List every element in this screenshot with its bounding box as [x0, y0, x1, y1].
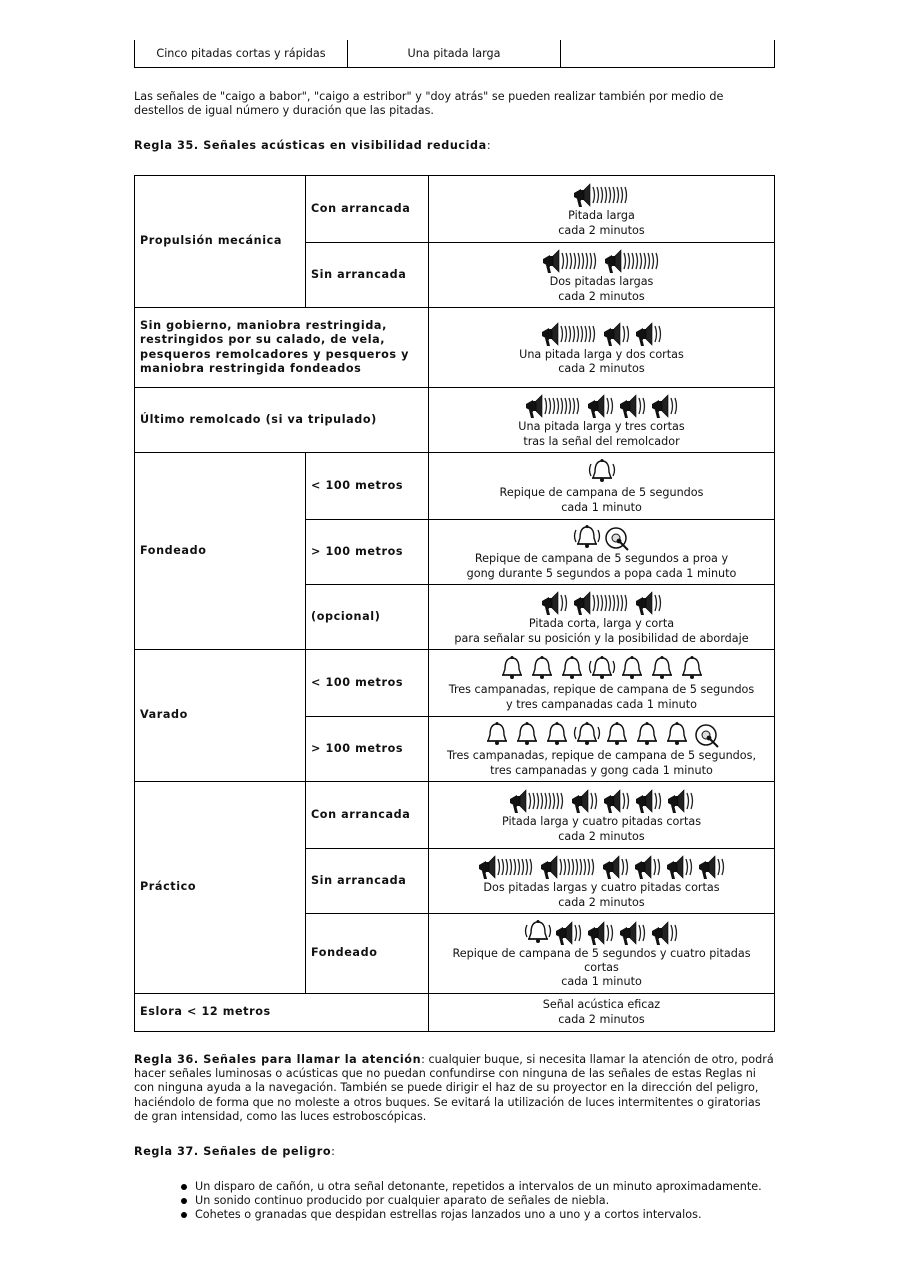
category-label: Propulsión mecánica [135, 176, 306, 308]
condition-label: < 100 metros [306, 650, 429, 717]
signal-description: cada 1 minuto [561, 500, 642, 514]
bell-icon [663, 721, 691, 749]
whistle-short-icon [586, 919, 616, 947]
signal-cell [429, 453, 775, 520]
signal-cell [429, 388, 775, 453]
category-label: Sin gobierno, maniobra restringida, restringidos por su calado, de vela, pesqueros remolcadores y pesqueros y maniobra restringida fondeados [135, 308, 429, 388]
bell-icon [678, 655, 706, 683]
whistle-short-icon [618, 919, 648, 947]
bell-icon [528, 655, 556, 683]
gong-icon [693, 721, 721, 749]
signal-cell [429, 849, 775, 914]
signal-icons [431, 853, 772, 881]
signal-cell [429, 914, 775, 994]
rule35-title: Regla 35. Señales acústicas en visibilidad reducida [134, 139, 487, 152]
signal-description: gong durante 5 segundos a popa cada 1 minuto [466, 566, 737, 580]
condition-label: Sin arrancada [306, 849, 429, 914]
signal-description: cada 2 minutos [558, 895, 645, 909]
table-cell [561, 40, 775, 68]
bell-icon [603, 721, 631, 749]
bell-icon [633, 721, 661, 749]
signal-description: Repique de campana de 5 segundos [499, 486, 704, 500]
bell-icon [558, 655, 586, 683]
signal-icons [431, 458, 772, 486]
bullet-icon [181, 1212, 187, 1218]
table-row [135, 453, 775, 520]
signal-icons [431, 524, 772, 552]
signal-description: tras la señal del remolcador [523, 434, 680, 448]
bell-icon [513, 721, 541, 749]
rule36-title: Regla 36. Señales para llamar la atención [134, 1053, 422, 1066]
table-row [135, 650, 775, 717]
signal-description: y tres campanadas cada 1 minuto [506, 697, 697, 711]
whistle-short-icon [570, 787, 600, 815]
whistle-long-icon [539, 853, 599, 881]
condition-label: > 100 metros [306, 520, 429, 585]
condition-label: Con arrancada [306, 176, 429, 243]
signal-icons [431, 392, 772, 420]
signal-description: cada 2 minutos [558, 223, 645, 237]
bell-icon [483, 721, 511, 749]
signal-description: cada 2 minutos [558, 289, 645, 303]
whistle-short-icon [665, 853, 695, 881]
table-cell: Cinco pitadas cortas y rápidas [135, 40, 348, 68]
bullet-icon [181, 1184, 187, 1190]
list-item [179, 1180, 779, 1194]
signal-description: Una pitada larga y dos cortas [519, 347, 684, 361]
signal-cell [429, 308, 775, 388]
signal-cell [429, 176, 775, 243]
category-label: Fondeado [135, 453, 306, 650]
list-item-text: Un sonido continuo producido por cualquier aparato de señales de niebla. [195, 1194, 610, 1208]
table-row [135, 176, 775, 243]
whistle-long-icon [603, 247, 663, 275]
signal-description: tres campanadas y gong cada 1 minuto [490, 763, 713, 777]
bell-ring-icon [588, 458, 616, 486]
category-label: Último remolcado (si va tripulado) [135, 388, 429, 453]
intro-paragraph: Las señales de "caigo a babor", "caigo a estribor" y "doy atrás" se pueden realizar también por medio de destellos de igual número y duración que las pitadas. [134, 90, 724, 118]
bell-icon [498, 655, 526, 683]
whistle-long-icon [572, 589, 632, 617]
whistle-short-icon [634, 320, 664, 348]
whistle-long-icon [541, 247, 601, 275]
gong-icon [603, 524, 631, 552]
signal-description: Pitada corta, larga y corta [528, 617, 675, 631]
signal-description: Tres campanadas, repique de campana de 5 segundos [448, 683, 755, 697]
category-label: Varado [135, 650, 306, 782]
signal-description: Pitada larga [568, 209, 635, 223]
condition-label: (opcional) [306, 585, 429, 650]
signal-description: Una pitada larga y tres cortas [518, 420, 685, 434]
condition-label: Sin arrancada [306, 243, 429, 308]
bell-ring-icon [524, 919, 552, 947]
signal-description: Repique de campana de 5 segundos a proa y [474, 552, 729, 566]
whistle-short-icon [601, 853, 631, 881]
signal-icons [431, 721, 772, 749]
rule37-heading [134, 1145, 775, 1159]
signal-icons [431, 589, 772, 617]
sound-signals-table [134, 175, 775, 1032]
bell-ring-icon [573, 721, 601, 749]
continued-signals-table [134, 40, 775, 68]
signal-description: cortas [584, 960, 619, 974]
whistle-short-icon [540, 589, 570, 617]
signal-icons [431, 181, 772, 209]
signal-description: Repique de campana de 5 segundos y cuatro pitadas [452, 946, 751, 960]
condition-label: Fondeado [306, 914, 429, 994]
list-item-text: Cohetes o granadas que despidan estrellas rojas lanzados uno a uno y a cortos intervalos. [195, 1208, 702, 1222]
list-item-text: Un disparo de cañón, u otra señal detonante, repetidos a intervalos de un minuto aproximadamente. [195, 1180, 762, 1193]
bullet-icon [181, 1198, 187, 1204]
bell-icon [648, 655, 676, 683]
whistle-long-icon [524, 392, 584, 420]
signal-description: Tres campanadas, repique de campana de 5 segundos, [446, 749, 757, 763]
bell-icon [543, 721, 571, 749]
whistle-long-icon [508, 787, 568, 815]
whistle-long-icon [572, 181, 632, 209]
signal-description: cada 2 minutos [558, 829, 645, 843]
signal-cell [429, 243, 775, 308]
signal-icons [431, 320, 772, 348]
rule36-paragraph [134, 1053, 775, 1124]
table-row [135, 388, 775, 453]
whistle-short-icon [666, 787, 696, 815]
danger-signals-list [179, 1180, 779, 1223]
category-label: Eslora < 12 metros [135, 994, 429, 1032]
whistle-short-icon [554, 919, 584, 947]
signal-description: Pitada larga y cuatro pitadas cortas [501, 815, 702, 829]
list-item [179, 1208, 779, 1222]
bell-ring-icon [573, 524, 601, 552]
whistle-long-icon [540, 320, 600, 348]
whistle-short-icon [697, 853, 727, 881]
whistle-long-icon [477, 853, 537, 881]
whistle-short-icon [633, 853, 663, 881]
table-row [135, 994, 775, 1032]
signal-cell [429, 585, 775, 650]
whistle-short-icon [650, 919, 680, 947]
condition-label: > 100 metros [306, 717, 429, 782]
bell-ring-icon [588, 655, 616, 683]
list-item [179, 1194, 779, 1208]
bell-icon [618, 655, 646, 683]
signal-description: para señalar su posición y la posibilidad de abordaje [454, 631, 749, 645]
signal-description: cada 2 minutos [558, 362, 645, 375]
signal-cell [429, 650, 775, 717]
signal-description: Dos pitadas largas [549, 275, 654, 289]
category-label: Práctico [135, 782, 306, 994]
rule37-title: Regla 37. Señales de peligro [134, 1145, 332, 1158]
signal-icons [431, 655, 772, 683]
rule35-suffix: : [486, 139, 491, 152]
signal-description: cada 2 minutos [558, 1012, 645, 1026]
signal-cell [429, 520, 775, 585]
signal-icons [431, 787, 772, 815]
rule35-heading [134, 139, 775, 153]
signal-icons [431, 247, 772, 275]
signal-cell [429, 994, 775, 1032]
whistle-short-icon [602, 787, 632, 815]
rule37-suffix: : [331, 1145, 335, 1158]
table-cell: Una pitada larga [348, 40, 561, 68]
whistle-short-icon [634, 787, 664, 815]
rule36-text: : cualquier buque, si necesita llamar la atención de otro, podrá hacer señales luminosas o acústicas que no puedan confundirse con ninguna de las señales de estas Reglas ni con ninguna ayuda a la navegación. También se puede dirigir el haz de su proyector en la dirección del peligro, haciéndolo de forma que no moleste a otros buques. Se evitará la utilización de luces intermitentes o giratorias de gran intensidad, como las luces estroboscópicas. [134, 1053, 774, 1123]
whistle-short-icon [586, 392, 616, 420]
signal-icons [431, 919, 772, 947]
whistle-short-icon [650, 392, 680, 420]
table-row [135, 782, 775, 849]
signal-description: cada 1 minuto [561, 975, 642, 989]
signal-description: Señal acústica eficaz [542, 998, 661, 1012]
table-row [135, 40, 775, 68]
whistle-short-icon [602, 320, 632, 348]
signal-cell [429, 782, 775, 849]
table-row [135, 308, 775, 388]
signal-cell [429, 717, 775, 782]
whistle-short-icon [634, 589, 664, 617]
whistle-short-icon [618, 392, 648, 420]
condition-label: Con arrancada [306, 782, 429, 849]
condition-label: < 100 metros [306, 453, 429, 520]
signal-description: Dos pitadas largas y cuatro pitadas cortas [483, 881, 720, 895]
